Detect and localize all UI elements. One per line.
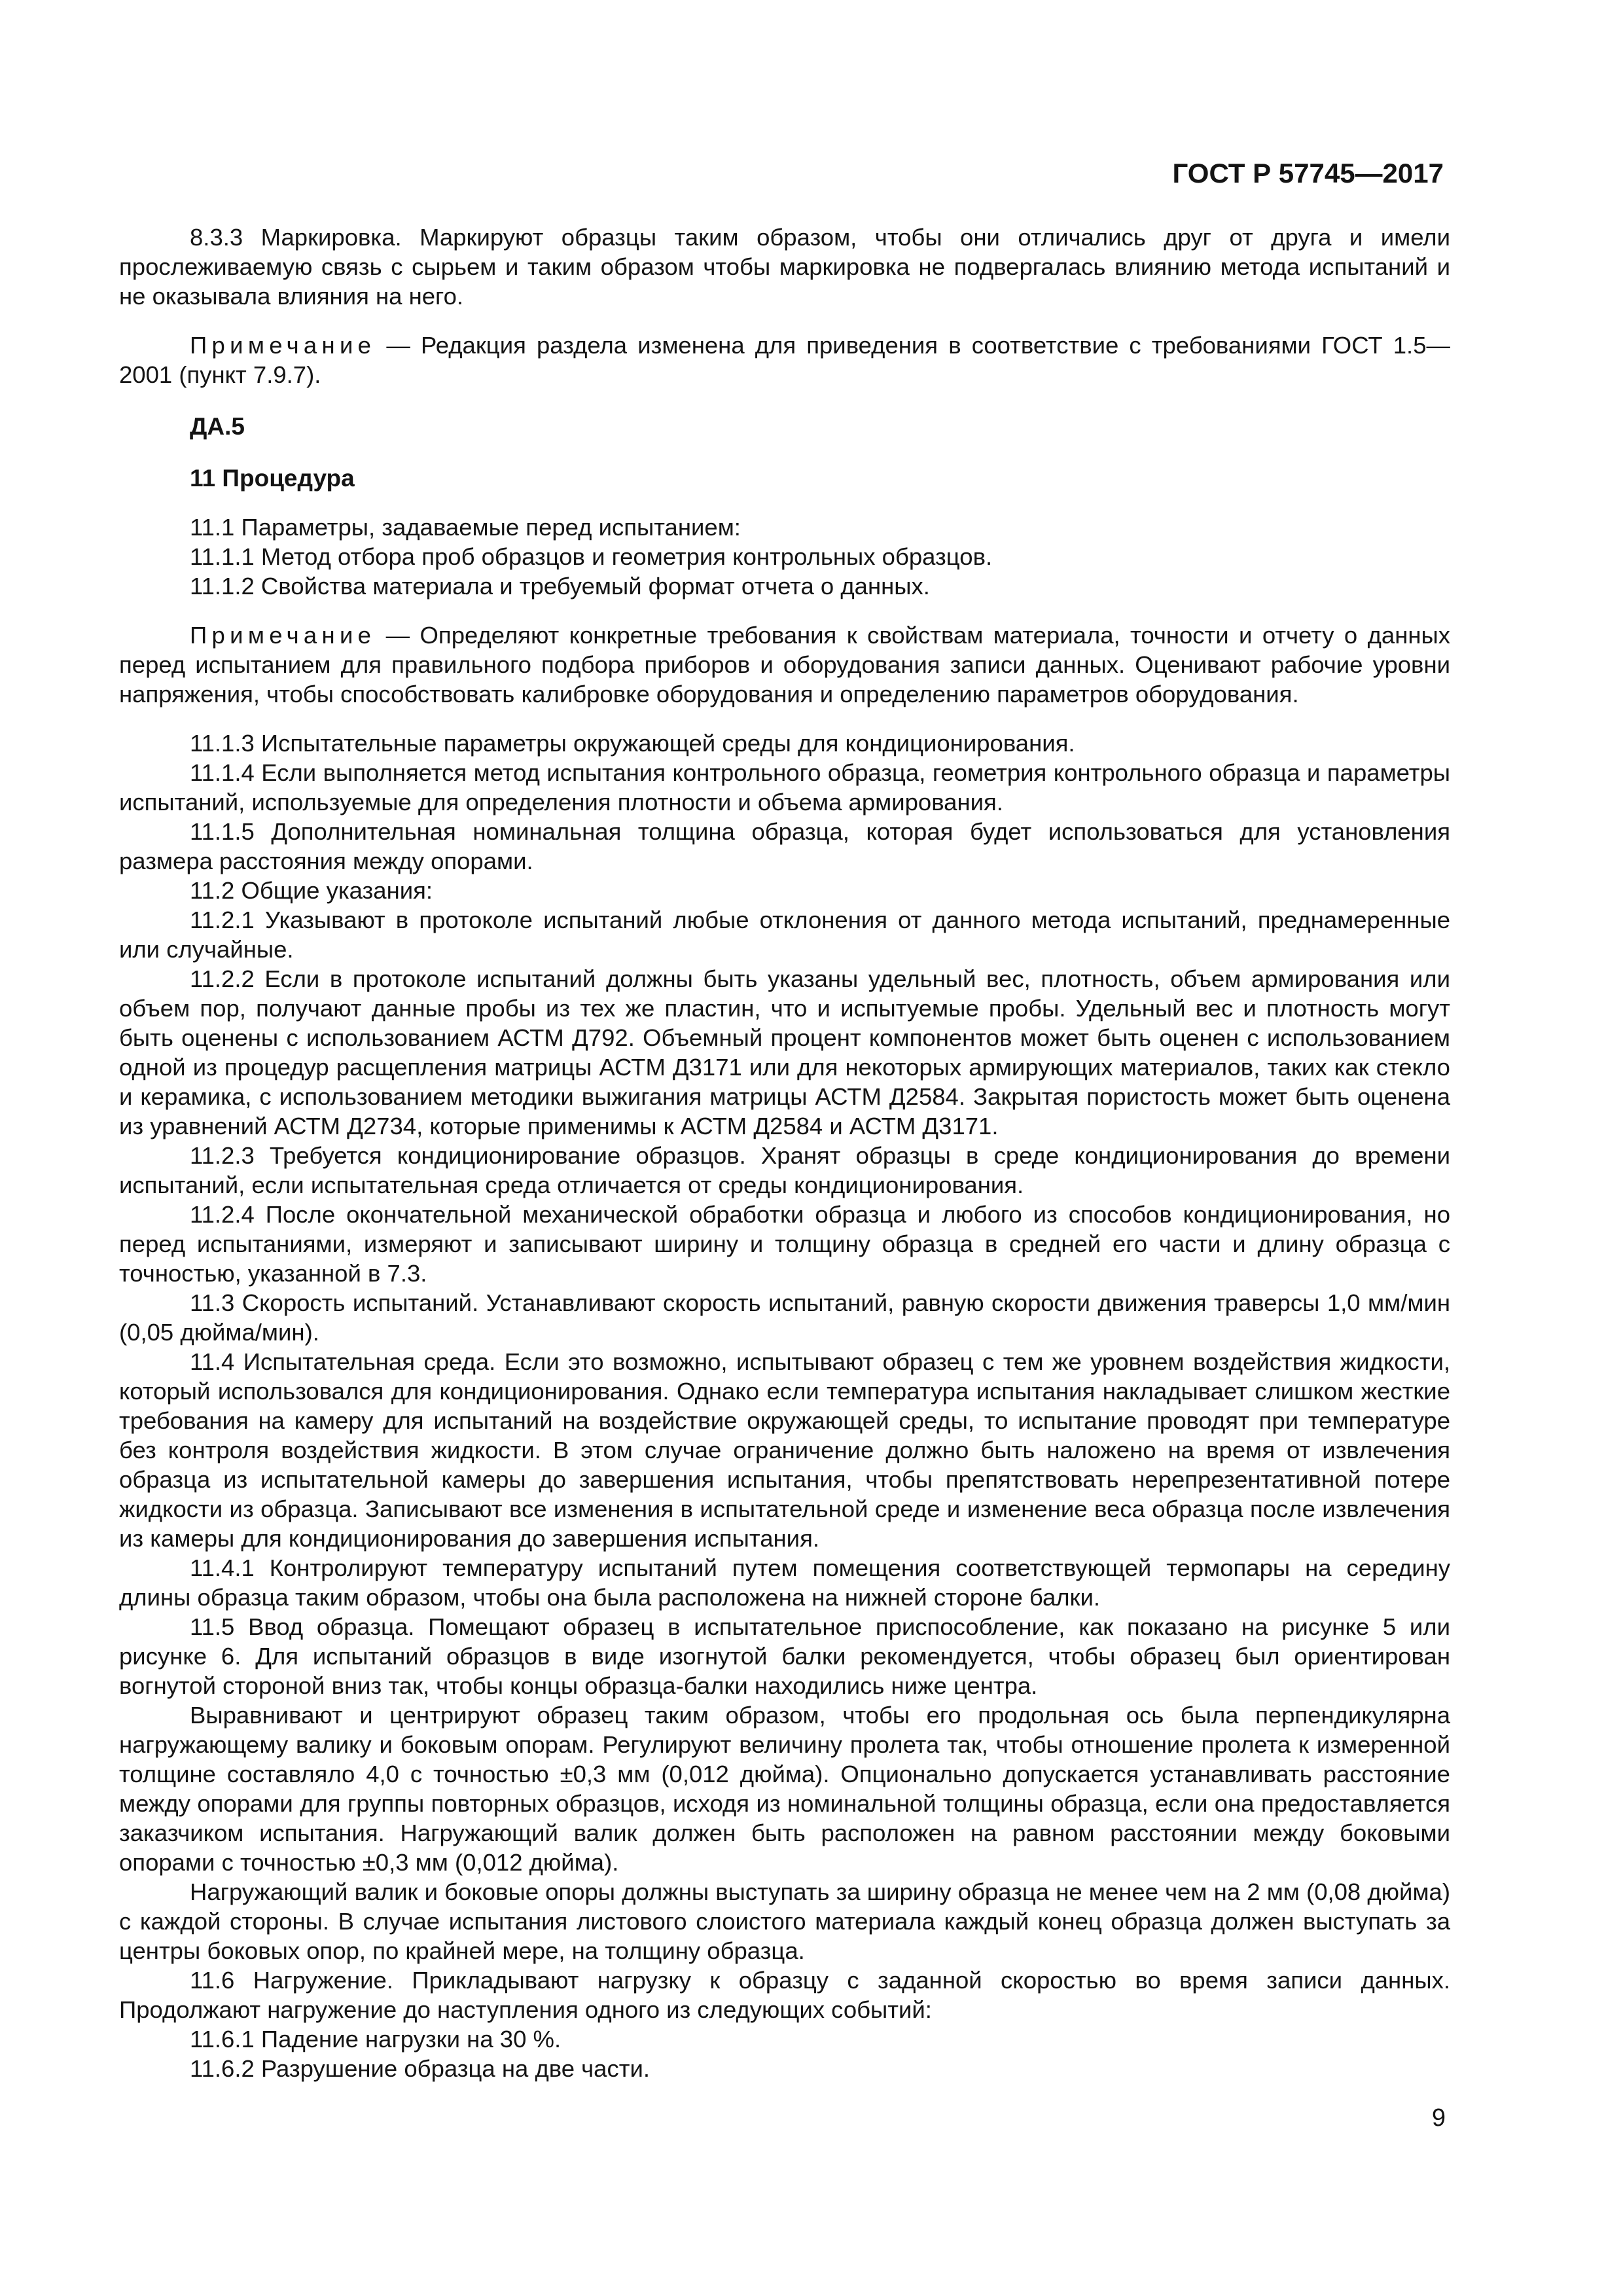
paragraph-11-1-4: 11.1.4 Если выполняется метод испытания контрольного образца, геометрия контрольного образца и параметры испытаний, используемые для определения плотности и объема армирования. [119, 759, 1450, 816]
paragraph-11-2-4: 11.2.4 После окончательной механической обработки образца и любого из способов кондиционирования, но перед испытаниями, измеряют и записывают ширину и толщину образца в средней его части и длину образца с точностью, указанной в 7.3. [119, 1201, 1450, 1287]
standard-identifier: ГОСТ Р 57745—2017 [1172, 158, 1444, 188]
paragraph-loading-roller: Нагружающий валик и боковые опоры должны выступать за ширину образца не менее чем на 2 мм (0,08 дюйма) с каждой стороны. В случае испытания листового слоистого материала каждый конец образца должен выступать за центры боковых опор, по крайней мере, на толщину образца. [119, 1878, 1450, 1964]
paragraph-11-2-1: 11.2.1 Указывают в протоколе испытаний любые отклонения от данного метода испытаний, преднамеренные или случайные. [119, 906, 1450, 963]
paragraph-11-5: 11.5 Ввод образца. Помещают образец в испытательное приспособление, как показано на рисунке 5 или рисунке 6. Для испытаний образцов в виде изогнутой балки рекомендуется, чтобы образец был ориентирован вогнутой стороной вниз так, чтобы концы образца-балки находились ниже центра. [119, 1613, 1450, 1699]
document-body [119, 223, 1450, 2083]
paragraph-11-3: 11.3 Скорость испытаний. Устанавливают скорость испытаний, равную скорости движения траверсы 1,0 мм/мин (0,05 дюйма/мин). [119, 1289, 1450, 1346]
paragraph-11-1-5: 11.1.5 Дополнительная номинальная толщина образца, которая будет использоваться для установления размера расстояния между опорами. [119, 818, 1450, 874]
note-text: — Редакция раздела изменена для приведения в соответствие с требованиями ГОСТ 1.5—2001 (пункт 7.9.7). [119, 332, 1450, 388]
section-heading: 11 Процедура [190, 465, 355, 492]
paragraph-alignment: Выравнивают и центрируют образец таким образом, чтобы его продольная ось была перпендикулярна нагружающему валику и боковым опорам. Регулируют величину пролета так, чтобы отношение пролета к измеренной толщине составляло 4,0 с точностью ±0,3 мм (0,012 дюйма). Опционально допускается устанавливать расстояние между опорами для группы повторных образцов, исходя из номинальной толщины образца, если она предоставляется заказчиком испытания. Нагружающий валик должен быть расположен на равном расстоянии между боковыми опорами с точностью ±0,3 мм (0,012 дюйма). [119, 1702, 1450, 1876]
paragraph-11-6-1: 11.6.1 Падение нагрузки на 30 %. [190, 2026, 562, 2053]
paragraph-11-2: 11.2 Общие указания: [190, 877, 433, 904]
paragraph-11-1-3: 11.1.3 Испытательные параметры окружающей среды для кондиционирования. [190, 730, 1075, 757]
paragraph-11-6: 11.6 Нагружение. Прикладывают нагрузку к образцу с заданной скоростью во время записи данных. Продолжают нагружение до наступления одного из следующих событий: [119, 1967, 1450, 2023]
appendix-section-heading: ДА.5 [190, 413, 245, 440]
note-paragraph [119, 331, 1450, 389]
paragraph-11-4-1: 11.4.1 Контролируют температуру испытаний путем помещения соответствующей термопары на середину длины образца таким образом, чтобы она была расположена на нижней стороне балки. [119, 1554, 1450, 1611]
paragraph-11-4: 11.4 Испытательная среда. Если это возможно, испытывают образец с тем же уровнем воздействия жидкости, который использовался для кондиционирования. Однако если температура испытания накладывает слишком жесткие требования на камеру для испытаний на воздействие окружающей среды, то испытание проводят при температуре без контроля воздействия жидкости. В этом случае ограничение должно быть наложено на время от извлечения образца из испытательной камеры до завершения испытания, чтобы препятствовать нерепрезентативной потере жидкости из образца. Записывают все изменения в испытательной среде и изменение веса образца после извлечения из камеры для кондиционирования до завершения испытания. [119, 1348, 1450, 1552]
paragraph-11-2-3: 11.2.3 Требуется кондиционирование образцов. Хранят образцы в среде кондиционирования до времени испытаний, если испытательная среда отличается от среды кондиционирования. [119, 1142, 1450, 1198]
page-number: 9 [1431, 2104, 1446, 2132]
paragraph-11-1-2: 11.1.2 Свойства материала и требуемый формат отчета о данных. [190, 573, 930, 600]
paragraph-11-1-1: 11.1.1 Метод отбора проб образцов и геометрия контрольных образцов. [190, 543, 993, 570]
note-paragraph [119, 620, 1450, 709]
paragraph-11-2-2: 11.2.2 Если в протоколе испытаний должны быть указаны удельный вес, плотность, объем армирования или объем пор, получают данные пробы из тех же пластин, что и испытуемые пробы. Удельный вес и плотность могут быть оценены с использованием АСТМ Д792. Объемный процент компонентов может быть оценен с использованием одной из процедур расщепления матрицы АСТМ Д3171 или для некоторых армирующих материалов, таких как стекло и керамика, с использованием методики выжигания матрицы АСТМ Д2584. Закрытая пористость может быть оценена из уравнений АСТМ Д2734, которые применимы к АСТМ Д2584 и АСТМ Д3171. [119, 965, 1450, 1139]
note-label: Примечание [190, 622, 376, 649]
paragraph-11-6-2: 11.6.2 Разрушение образца на две части. [190, 2055, 650, 2082]
note-text: — Определяют конкретные требования к свойствам материала, точности и отчету о данных перед испытанием для правильного подбора приборов и оборудования записи данных. Оценивают рабочие уровни напряжения, чтобы способствовать калибровке оборудования и определению параметров оборудования. [119, 622, 1450, 708]
paragraph-8-3-3: 8.3.3 Маркировка. Маркируют образцы таким образом, чтобы они отличались друг от друга и имели прослеживаемую связь с сырьем и таким образом чтобы маркировка не подвергалась влиянию метода испытаний и не оказывала влияния на него. [119, 224, 1450, 310]
note-label: Примечание [190, 332, 376, 359]
paragraph-11-1: 11.1 Параметры, задаваемые перед испытанием: [190, 514, 741, 541]
